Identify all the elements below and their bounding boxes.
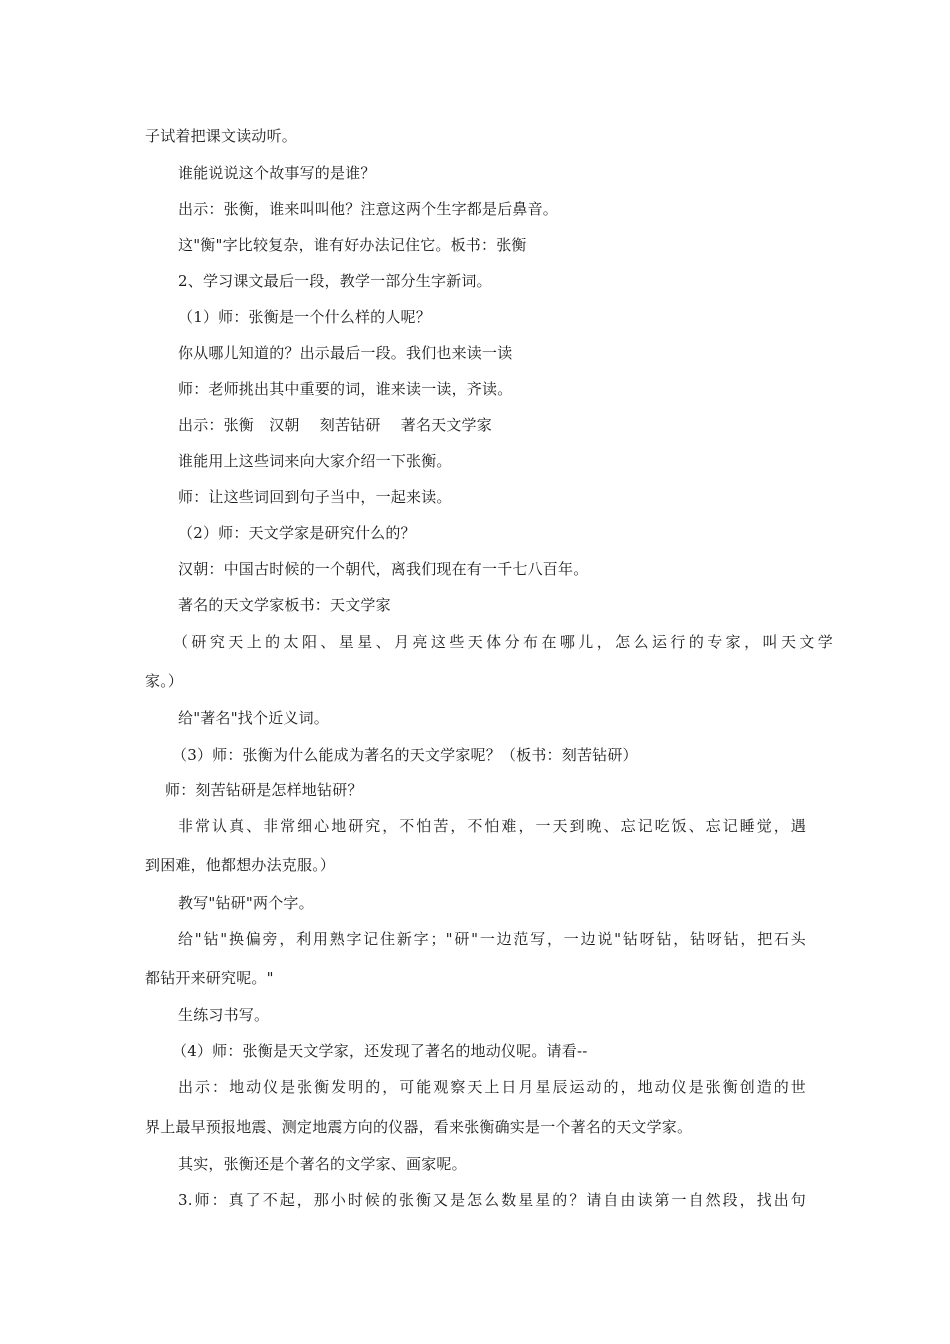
text-line: 给"钻"换偏旁，利用熟字记住新字；"研"一边范写，一边说"钻呀钻，钻呀钻，把石头 <box>178 930 806 948</box>
text-line: 界上最早预报地震、测定地震方向的仪器，看来张衡确实是一个著名的天文学家。 <box>145 1118 693 1136</box>
text-line: 2、学习课文最后一段，教学一部分生字新词。 <box>178 272 492 290</box>
text-line: 师：刻苦钻研是怎样地钻研？ <box>165 781 363 799</box>
text-line: 其实，张衡还是个著名的文学家、画家呢。 <box>178 1155 467 1173</box>
text-line: 3.师：真了不起，那小时候的张衡又是怎么数星星的？请自由读第一自然段，找出句 <box>178 1191 806 1209</box>
text-line: 师：老师挑出其中重要的词，谁来读一读，齐读。 <box>178 380 513 398</box>
text-line: 谁能用上这些词来向大家介绍一下张衡。 <box>178 452 452 470</box>
text-line: 出示：张衡，谁来叫叫他？注意这两个生字都是后鼻音。 <box>178 200 559 218</box>
text-line: 这"衡"字比较复杂，谁有好办法记住它。板书：张衡 <box>178 236 527 254</box>
text-line: 都钻开来研究呢。" <box>145 969 274 987</box>
text-line: 生练习书写。 <box>178 1006 270 1024</box>
text-line: （4）师：张衡是天文学家，还发现了著名的地动仪呢。请看-- <box>172 1042 588 1060</box>
text-line: （1）师：张衡是一个什么样的人呢？ <box>178 308 431 326</box>
text-line: （2）师：天文学家是研究什么的？ <box>178 524 416 542</box>
text-line: 出示：张衡 汉朝 刻苦钻研 著名天文学家 <box>178 416 492 434</box>
text-line: 谁能说说这个故事写的是谁？ <box>178 164 376 182</box>
text-line: 到困难，他都想办法克服。） <box>145 856 336 874</box>
text-line: （研究天上的太阳、星星、月亮这些天体分布在哪儿，怎么运行的专家，叫天文学 <box>173 633 833 651</box>
text-line: 著名的天文学家板书：天文学家 <box>178 596 391 614</box>
text-line: 师：让这些词回到句子当中，一起来读。 <box>178 488 452 506</box>
text-line: 非常认真、非常细心地研究，不怕苦，不怕难，一天到晚、忘记吃饭、忘记睡觉，遇 <box>178 817 806 835</box>
text-line: 汉朝：中国古时候的一个朝代，离我们现在有一千七八百年。 <box>178 560 589 578</box>
text-line: （3）师：张衡为什么能成为著名的天文学家呢？（板书：刻苦钻研） <box>172 746 638 764</box>
text-line: 家。） <box>145 672 184 690</box>
text-line: 子试着把课文读动听。 <box>145 127 298 145</box>
text-line: 给"著名"找个近义词。 <box>178 709 329 727</box>
text-line: 你从哪儿知道的？出示最后一段。我们也来读一读 <box>178 344 513 362</box>
text-line: 出示：地动仪是张衡发明的，可能观察天上日月星辰运动的，地动仪是张衡创造的世 <box>178 1078 806 1096</box>
text-line: 教写"钻研"两个字。 <box>178 894 314 912</box>
